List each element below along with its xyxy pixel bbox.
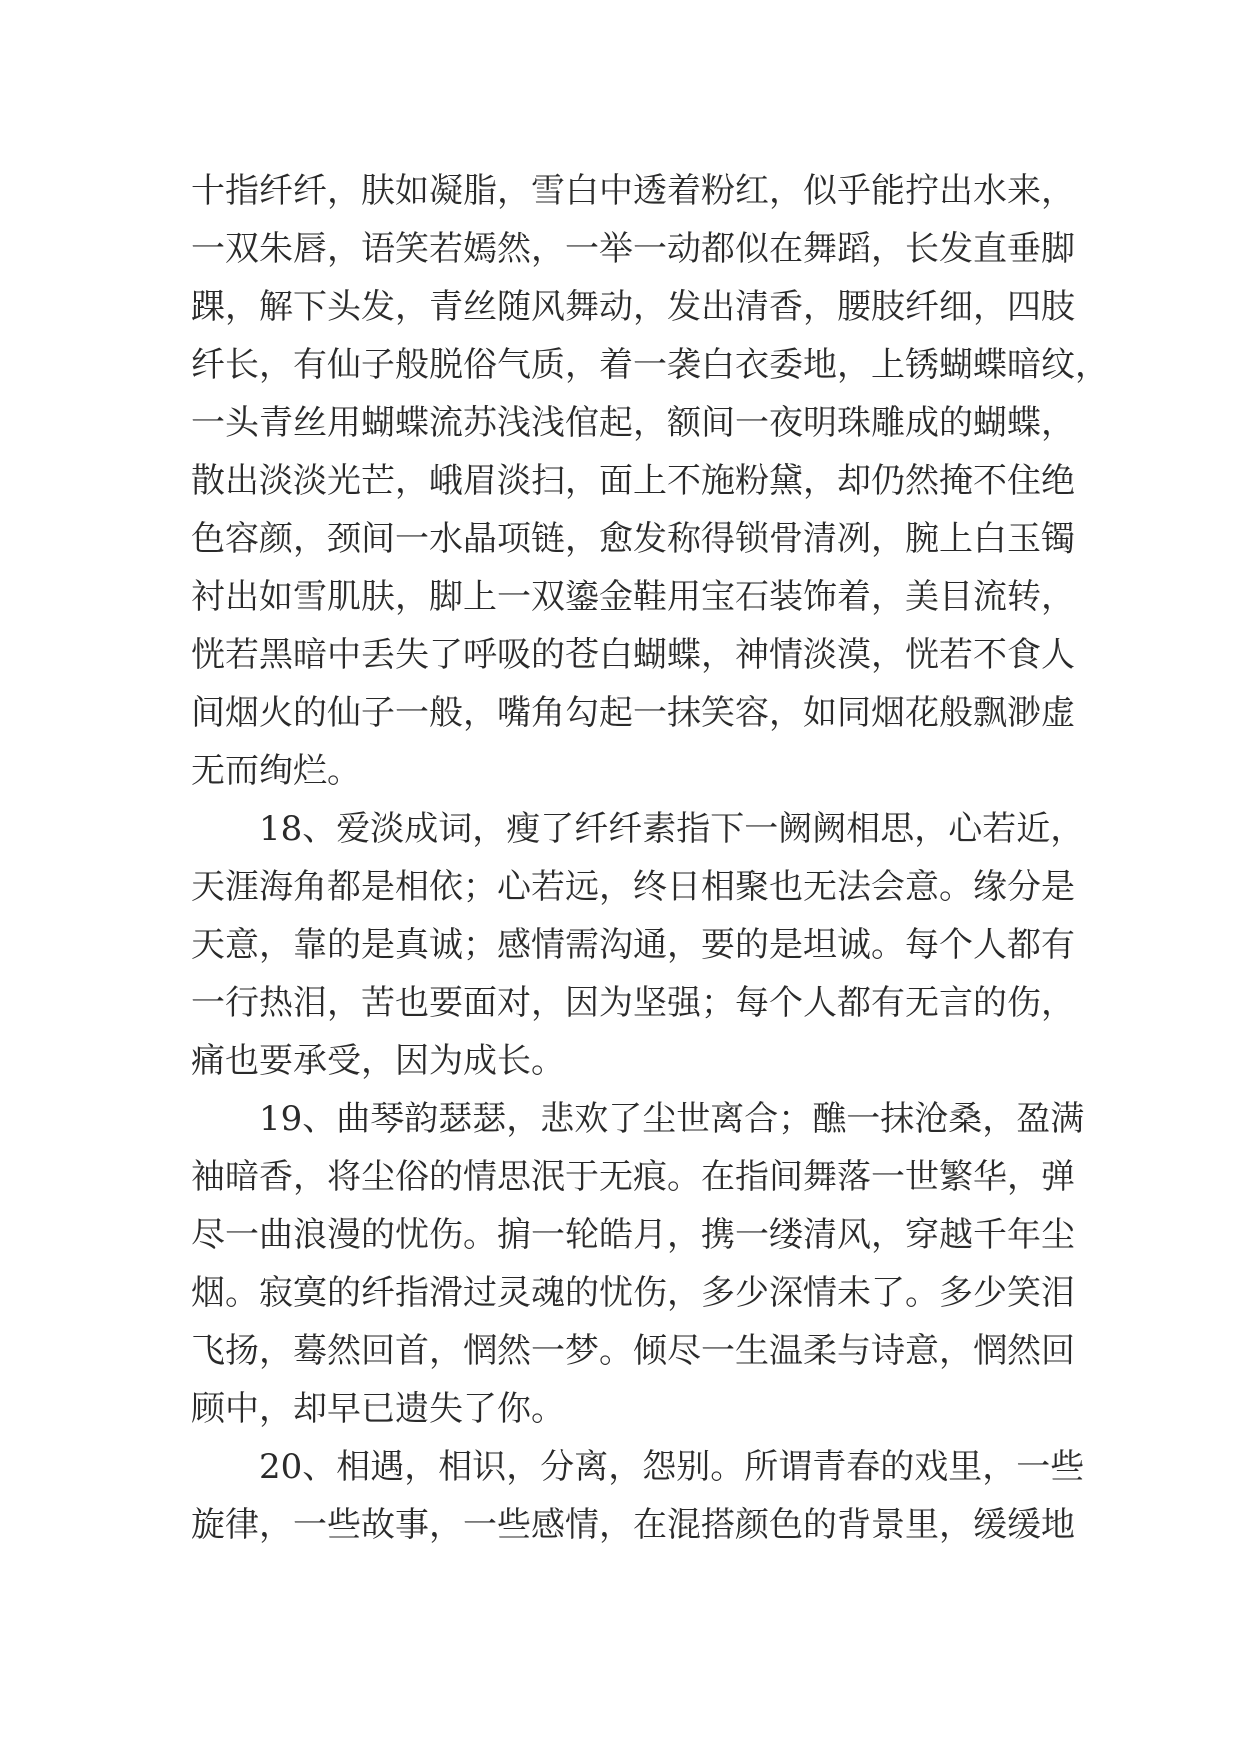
text-line: 色容颜，颈间一水晶项链，愈发称得锁骨清冽，腕上白玉镯: [191, 519, 1075, 559]
text-line: 散出淡淡光芒，峨眉淡扫，面上不施粉黛，却仍然掩不住绝: [191, 461, 1075, 501]
text-line: 一双朱唇，语笑若嫣然，一举一动都似在舞蹈，长发直垂脚: [191, 229, 1075, 269]
text-line: 一行热泪，苦也要面对，因为坚强；每个人都有无言的伤，: [191, 983, 1075, 1023]
text-line: 踝，解下头发，青丝随风舞动，发出清香，腰肢纤细，四肢: [191, 287, 1075, 327]
text-line: 衬出如雪肌肤，脚上一双鎏金鞋用宝石装饰着，美目流转，: [191, 577, 1075, 617]
paragraph-20: [191, 1438, 1085, 1554]
paragraph-19: [191, 1090, 1085, 1438]
text-line: 十指纤纤，肤如凝脂，雪白中透着粉红，似乎能拧出水来，: [191, 171, 1075, 211]
text-line: 无而绚烂。: [191, 751, 361, 791]
paragraph-18: [191, 800, 1085, 1090]
text-line: 18、爱淡成词，瘦了纤纤素指下一阙阙相思，心若近，: [191, 809, 1085, 849]
text-line: 烟。寂寞的纤指滑过灵魂的忧伤，多少深情未了。多少笑泪: [191, 1273, 1075, 1313]
text-line: 尽一曲浪漫的忧伤。掮一轮皓月，携一缕清风，穿越千年尘: [191, 1215, 1075, 1255]
paragraph-17-continuation: [191, 162, 1109, 800]
text-line: 天涯海角都是相依；心若远，终日相聚也无法会意。缘分是: [191, 867, 1075, 907]
text-line: 飞扬，蓦然回首，惘然一梦。倾尽一生温柔与诗意，惘然回: [191, 1331, 1075, 1371]
text-line: 20、相遇，相识，分离，怨别。所谓青春的戏里，一些: [191, 1447, 1085, 1487]
text-line: 袖暗香，将尘俗的情思泯于无痕。在指间舞落一世繁华，弹: [191, 1157, 1075, 1197]
text-line: 19、曲琴韵瑟瑟，悲欢了尘世离合；醮一抹沧桑，盈满: [191, 1099, 1085, 1139]
text-line: 一头青丝用蝴蝶流苏浅浅倌起，额间一夜明珠雕成的蝴蝶，: [191, 403, 1075, 443]
document-body: [191, 162, 1109, 1554]
text-line: 恍若黑暗中丢失了呼吸的苍白蝴蝶，神情淡漠，恍若不食人: [191, 635, 1075, 675]
text-line: 痛也要承受，因为成长。: [191, 1041, 565, 1081]
text-line: 旋律，一些故事，一些感情，在混搭颜色的背景里，缓缓地: [191, 1505, 1075, 1545]
text-line: 间烟火的仙子一般，嘴角勾起一抹笑容，如同烟花般飘渺虚: [191, 693, 1075, 733]
text-line: 纤长，有仙子般脱俗气质，着一袭白衣委地，上锈蝴蝶暗纹，: [191, 345, 1109, 385]
text-line: 顾中，却早已遗失了你。: [191, 1389, 565, 1429]
text-line: 天意，靠的是真诚；感情需沟通，要的是坦诚。每个人都有: [191, 925, 1075, 965]
